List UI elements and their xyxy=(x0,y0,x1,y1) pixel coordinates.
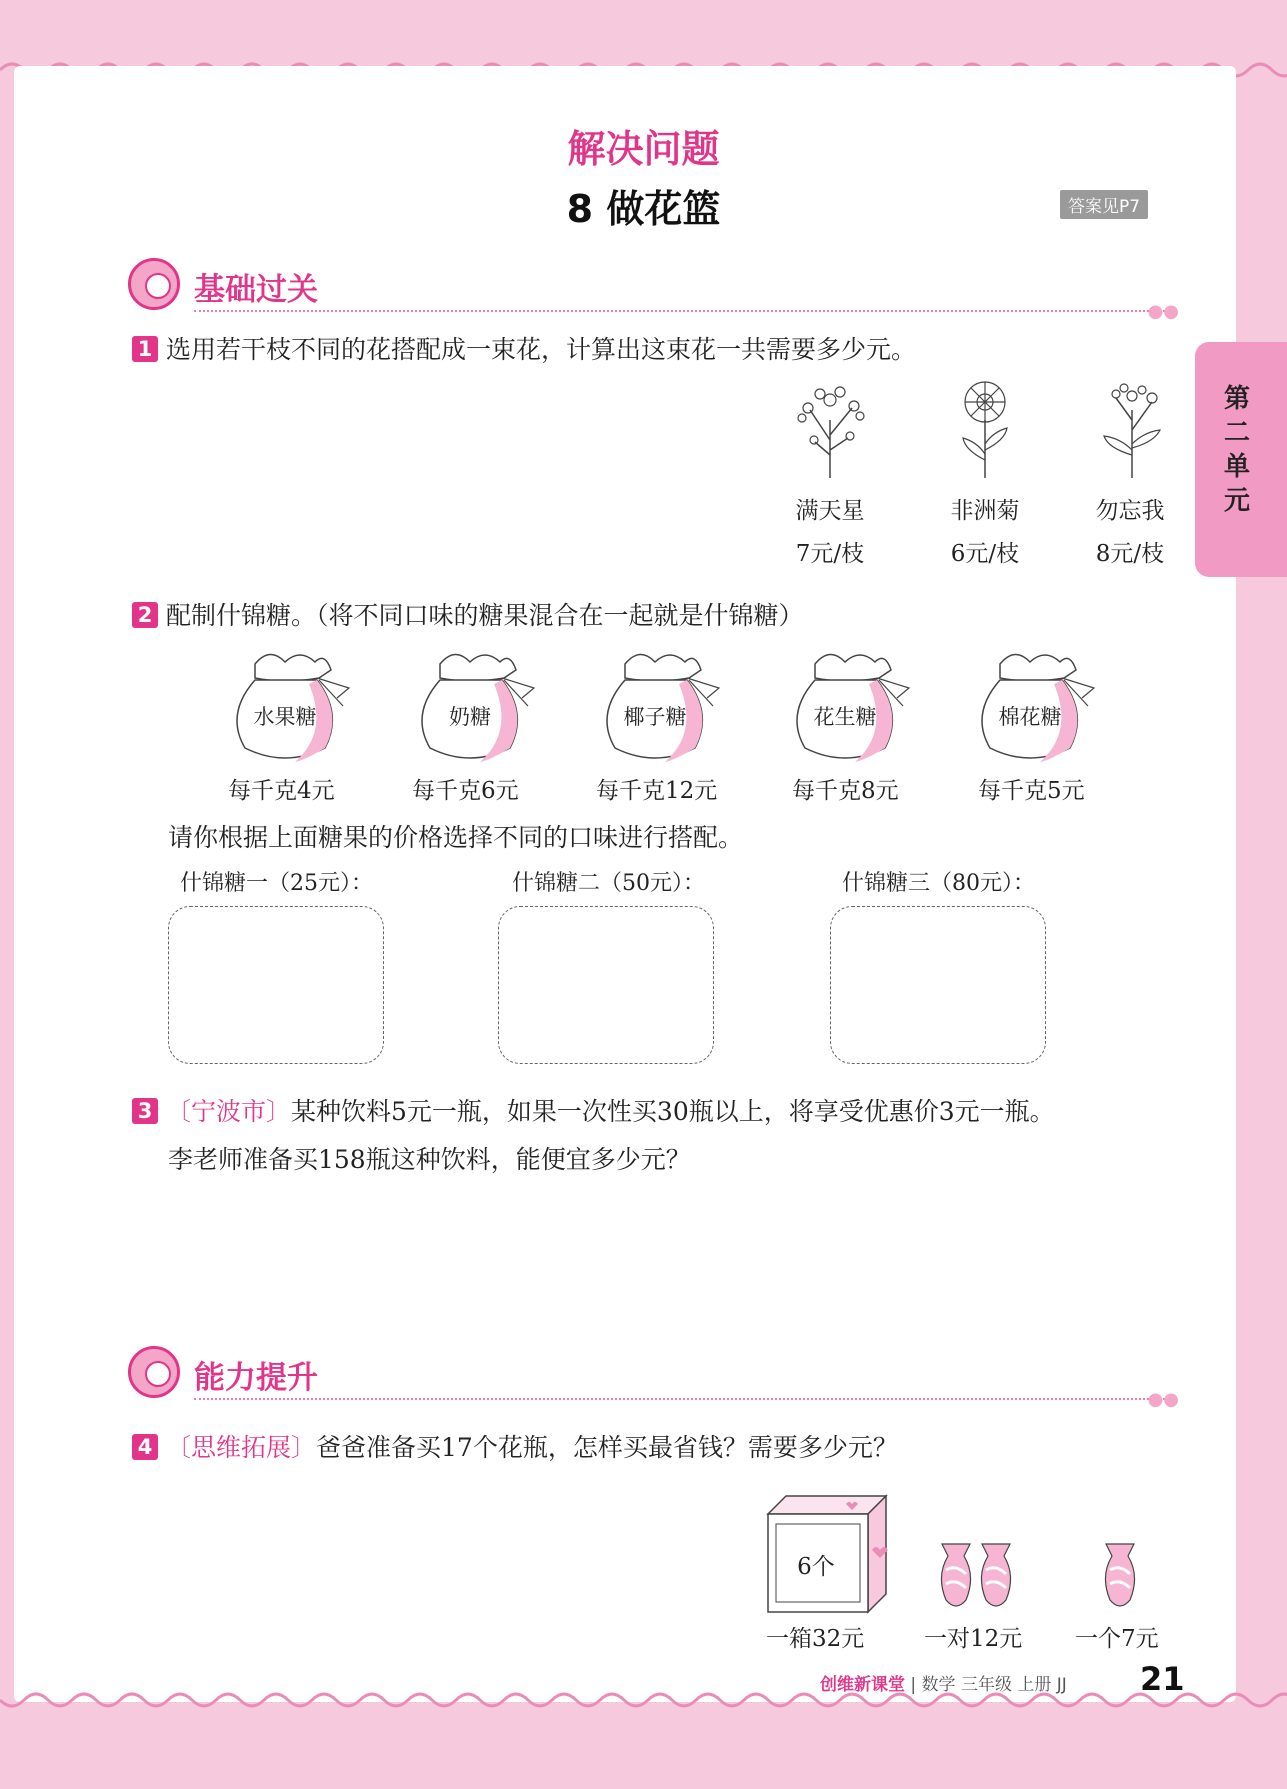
flower-name: 非洲菊 xyxy=(950,498,1020,524)
question-4 xyxy=(132,1428,898,1464)
flower-item xyxy=(935,380,1035,568)
candy-name: 奶糖 xyxy=(449,705,491,729)
gerbera-flower-icon xyxy=(945,380,1025,480)
flower-item xyxy=(780,380,880,568)
question-text: 选用若干枝不同的花搭配成一束花，计算出这束花一共需要多少元。 xyxy=(166,335,917,364)
question-text: 配制什锦糖。（将不同口味的糖果混合在一起就是什锦糖） xyxy=(166,601,804,630)
box-quantity: 6个 xyxy=(797,1554,835,1580)
section-header-basic xyxy=(128,258,1179,322)
answer-box-1[interactable] xyxy=(168,906,384,1064)
dots-decoration-icon: ●● xyxy=(1147,301,1179,322)
question-number: 1 xyxy=(132,336,158,362)
question-1 xyxy=(132,330,916,366)
candy-price: 每千克8元 xyxy=(792,778,899,804)
instruction-text: 请你根据上面糖果的价格选择不同的口味进行搭配。 xyxy=(168,823,744,852)
flower-price: 8元/枝 xyxy=(1095,541,1165,567)
source-tag: 〔宁波市〕 xyxy=(166,1097,292,1126)
question-3 xyxy=(132,1092,1055,1128)
candy-bag xyxy=(970,644,1100,769)
book-info: 数学 三年级 上册 JJ xyxy=(921,1675,1067,1695)
option-pair-price: 一对12元 xyxy=(924,1626,1023,1652)
candy-price: 每千克5元 xyxy=(978,778,1085,804)
section-header-advanced xyxy=(128,1346,1179,1410)
flower-item xyxy=(1080,380,1180,568)
candy-bag xyxy=(410,644,540,769)
candy-price: 每千克12元 xyxy=(596,778,718,804)
baby-breath-flower-icon xyxy=(790,380,870,480)
flower-name: 满天星 xyxy=(795,498,865,524)
option-box-price: 一箱32元 xyxy=(766,1626,865,1652)
candy-price: 每千克6元 xyxy=(412,778,519,804)
candy-bag xyxy=(595,644,725,769)
vase-pair-icon xyxy=(936,1540,1022,1616)
question-number: 3 xyxy=(132,1098,158,1124)
unit-label: 第二单元 xyxy=(1223,384,1250,516)
topic-tag: 〔思维拓展〕 xyxy=(166,1433,317,1462)
footer-info: 创维新课堂 | 数学 三年级 上册 JJ xyxy=(820,1675,1067,1695)
page-title: 解决问题 xyxy=(567,127,720,171)
flower-price: 6元/枝 xyxy=(950,541,1020,567)
answer-box-2[interactable] xyxy=(498,906,714,1064)
unit-side-tab xyxy=(1195,342,1287,577)
vase-single-icon xyxy=(1100,1540,1146,1616)
mix-label-2: 什锦糖二（50元）： xyxy=(512,871,705,896)
question-number: 2 xyxy=(132,602,158,628)
question-text: 某种饮料5元一瓶，如果一次性买30瓶以上，将享受优惠价3元一瓶。 xyxy=(291,1097,1055,1126)
candy-bag xyxy=(225,644,355,769)
candy-name: 水果糖 xyxy=(253,705,317,729)
flower-price: 7元/枝 xyxy=(795,541,865,567)
mascot-icon xyxy=(128,258,180,310)
question-number: 4 xyxy=(132,1434,158,1460)
flower-name: 勿忘我 xyxy=(1095,498,1165,524)
mix-label-1: 什锦糖一（25元）： xyxy=(180,871,373,896)
section-label: 能力提升 xyxy=(194,1360,318,1396)
vase-box xyxy=(764,1494,890,1616)
question-3-line2: 李老师准备买158瓶这种饮料，能便宜多少元？ xyxy=(168,1145,691,1174)
question-text: 爸爸准备买17个花瓶，怎样买最省钱？需要多少元？ xyxy=(316,1433,898,1462)
option-single-price: 一个7元 xyxy=(1075,1626,1159,1652)
forget-me-not-flower-icon xyxy=(1090,380,1170,480)
candy-name: 棉花糖 xyxy=(998,705,1062,729)
wavy-border-bottom xyxy=(0,1690,1287,1714)
candy-bag xyxy=(785,644,915,769)
dots-decoration-icon: ●● xyxy=(1147,1389,1179,1410)
candy-name: 花生糖 xyxy=(813,705,877,729)
mascot-icon xyxy=(128,1346,180,1398)
lesson-title: 8 做花篮 xyxy=(566,187,721,231)
question-2 xyxy=(132,596,804,632)
candy-price: 每千克4元 xyxy=(228,778,335,804)
candy-name: 椰子糖 xyxy=(623,705,687,729)
page-number: 21 xyxy=(1140,1660,1185,1698)
mix-label-3: 什锦糖三（80元）： xyxy=(842,871,1035,896)
answer-box-3[interactable] xyxy=(830,906,1046,1064)
section-label: 基础过关 xyxy=(194,272,318,308)
brand-name: 创维新课堂 xyxy=(820,1675,905,1695)
answer-reference: 答案见P7 xyxy=(1060,190,1148,219)
